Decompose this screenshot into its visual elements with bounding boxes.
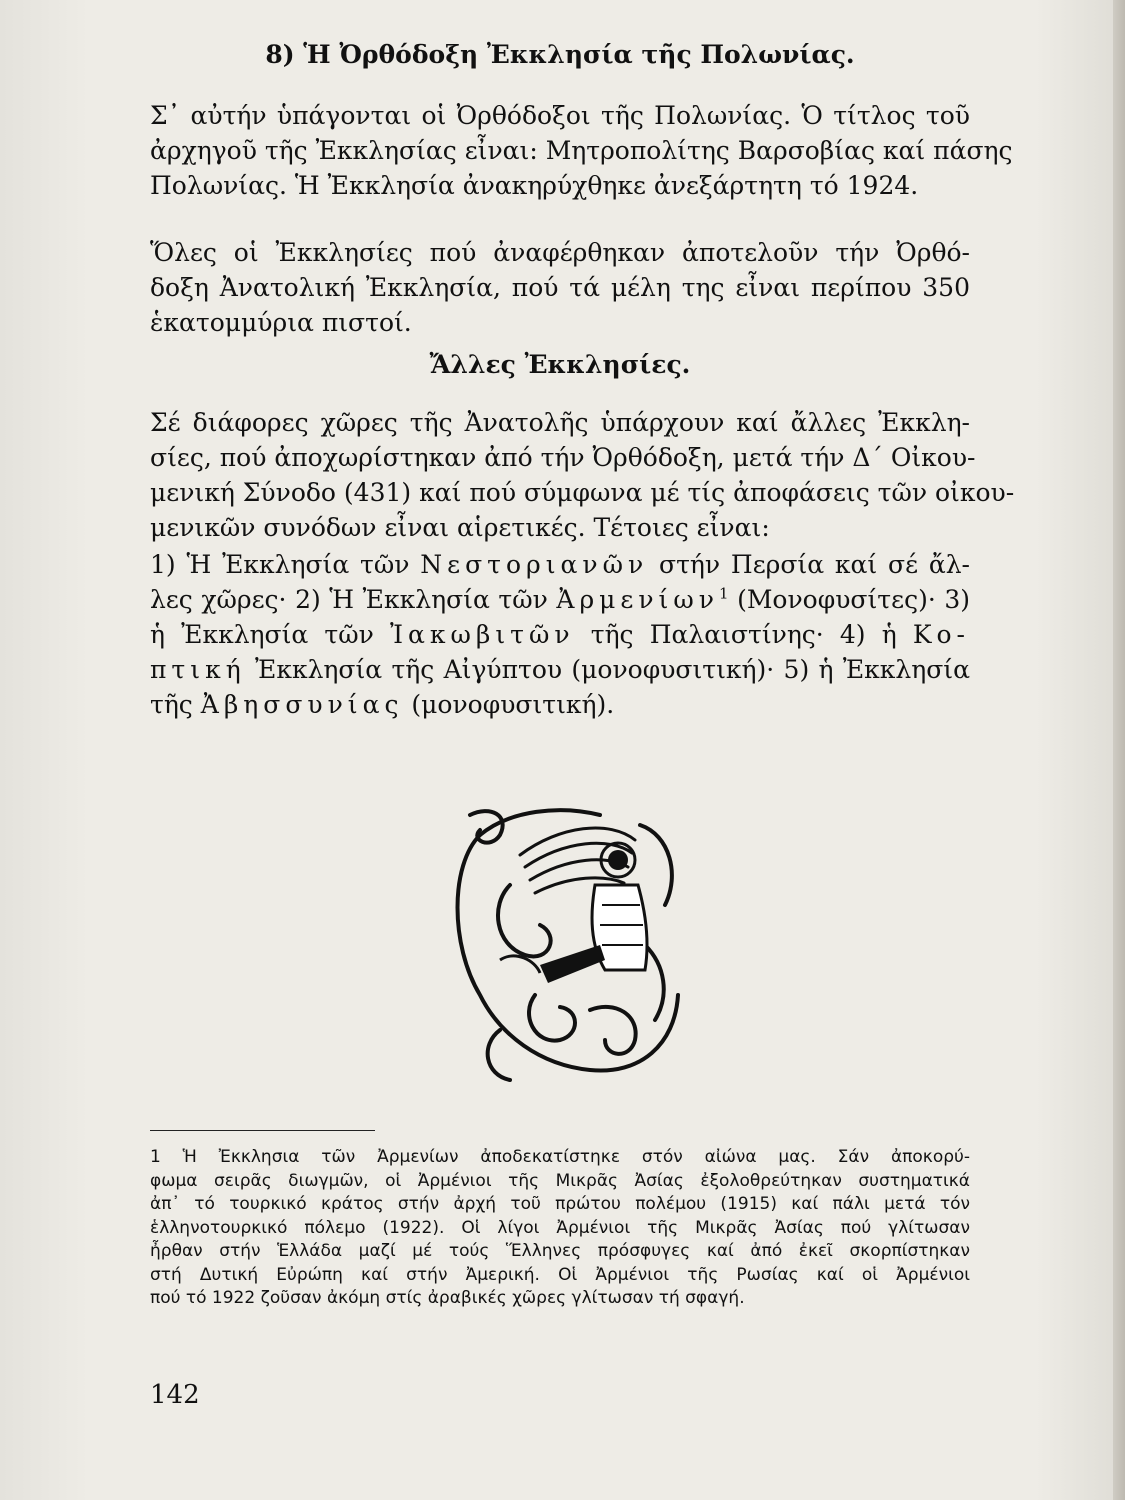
text-line [150, 652, 970, 687]
text-line: δοξη Ἀνατολική Ἐκκλησία, πού τά μέλη της εἶναι περίπου 350 [150, 273, 970, 302]
term-coptic-part1: Κο- [912, 620, 971, 649]
text-line [150, 582, 970, 617]
term-coptic-part2: πτική [150, 655, 246, 684]
list-text: Ἐκκλησία τῆς Αἰγύπτου (μονοφυσιτική)· 5) ἡ Ἐκκλησία [255, 655, 970, 684]
text-line: μενική Σύνοδο (431) καί πού σύμφωνα μέ τίς ἀποφάσεις τῶν οἰκου- [150, 478, 1015, 507]
text-line: ἀρχηγοῦ τῆς Ἐκκλησίας εἶναι: Μητροπολίτης Βαρσοβίας καί πάσης [150, 136, 1013, 165]
text-line: Πολωνίας. Ἡ Ἐκκλησία ἀνακηρύχθηκε ἀνεξάρτητη τό 1924. [150, 171, 919, 200]
footnote [150, 1146, 970, 1311]
text-line: σίες, πού ἀποχωρίστηκαν ἀπό τήν Ὀρθόδοξη, μετά τήν Δ΄ Οἰκου- [150, 443, 976, 472]
footnote-marker: 1 [718, 584, 729, 603]
paragraph-church-list [150, 547, 970, 722]
list-text: τῆς [150, 690, 193, 719]
paragraph-other-churches [150, 405, 1015, 545]
text-line [150, 687, 970, 722]
term-jacobites: Ἰακωβιτῶν [390, 620, 575, 649]
text-line: Σ᾽ αὐτήν ὑπάγονται οἱ Ὀρθόδοξοι τῆς Πολωνίας. Ὁ τίτλος τοῦ [150, 101, 970, 130]
section-heading-other-churches: Ἄλλες Ἐκκλησίες. [429, 350, 691, 379]
text-line [150, 547, 970, 582]
term-armenians: Ἀρμενίων [556, 585, 719, 614]
paragraph-poland [150, 98, 1013, 203]
text-line: ἑκατομμύρια πιστοί. [150, 308, 412, 337]
footnote-line: ἀπ᾽ τό τουρκικό κράτος στήν ἀρχή τοῦ πρώτου πολέμου (1915) καί πάλι μετά τόν [150, 1194, 970, 1214]
page-number: 142 [150, 1380, 200, 1410]
paragraph-summary [150, 235, 970, 340]
list-text: ἡ Ἐκκλησία τῶν [150, 620, 374, 649]
footnote-line: φωμα σειρᾶς διωγμῶν, οἱ Ἀρμένιοι τῆς Μικρᾶς Ἀσίας ἐξολοθρεύτηκαν συστηματικά [150, 1170, 970, 1191]
footnote-rule [150, 1130, 375, 1131]
angel-vignette-icon [440, 795, 685, 1095]
text-line: μενικῶν συνόδων εἶναι αἱρετικές. Τέτοιες εἶναι: [150, 513, 770, 542]
footnote-line: ἑλληνοτουρκικό πόλεμο (1922). Οἱ λίγοι Ἀρμένιοι τῆς Μικρᾶς Ἀσίας πού γλίτωσαν [150, 1217, 970, 1238]
section-heading-poland: 8) Ἡ Ὀρθόδοξη Ἐκκλησία τῆς Πολωνίας. [265, 40, 855, 69]
footnote-line: στή Δυτική Εὐρώπη καί στήν Ἀμερική. Οἱ Ἀρμένιοι τῆς Ρωσίας καί οἱ Ἀρμένιοι [150, 1264, 970, 1285]
footnote-line: πού τό 1922 ζοῦσαν ἀκόμη στίς ἀραβικές χῶρες γλίτωσαν τή σφαγή. [150, 1288, 745, 1308]
term-nestorians: Νεστοριανῶν [420, 550, 649, 579]
footnote-line: ἦρθαν στήν Ἑλλάδα μαζί μέ τούς Ἕλληνες πρόσφυγες καί ἀπό ἐκεῖ σκορπίστηκαν [150, 1241, 970, 1261]
text-line: Ὅλες οἱ Ἐκκλησίες πού ἀναφέρθηκαν ἀποτελοῦν τήν Ὀρθό- [150, 238, 970, 267]
list-text: στήν Περσία καί σέ ἄλ- [659, 550, 971, 579]
list-text: 1) Ἡ Ἐκκλησία τῶν [150, 550, 410, 579]
text-line: Σέ διάφορες χῶρες τῆς Ἀνατολῆς ὑπάρχουν καί ἄλλες Ἐκκλη- [150, 408, 970, 437]
page-spine-shadow [1113, 0, 1125, 1500]
list-text: (μονοφυσιτική). [411, 690, 615, 719]
list-text: λες χῶρες· 2) Ἡ Ἐκκλησία τῶν [150, 585, 548, 614]
footnote-line: 1 Ἡ Ἐκκλησια τῶν Ἀρμενίων ἀποδεκατίστηκε στόν αἰώνα μας. Σάν ἀποκορύ- [150, 1147, 970, 1167]
text-line [150, 617, 970, 652]
term-abyssinia: Ἀβησσυνίας [200, 690, 404, 719]
list-text: (Μονοφυσίτες)· 3) [737, 585, 970, 614]
list-text: τῆς Παλαιστίνης· 4) ἡ [590, 620, 897, 649]
